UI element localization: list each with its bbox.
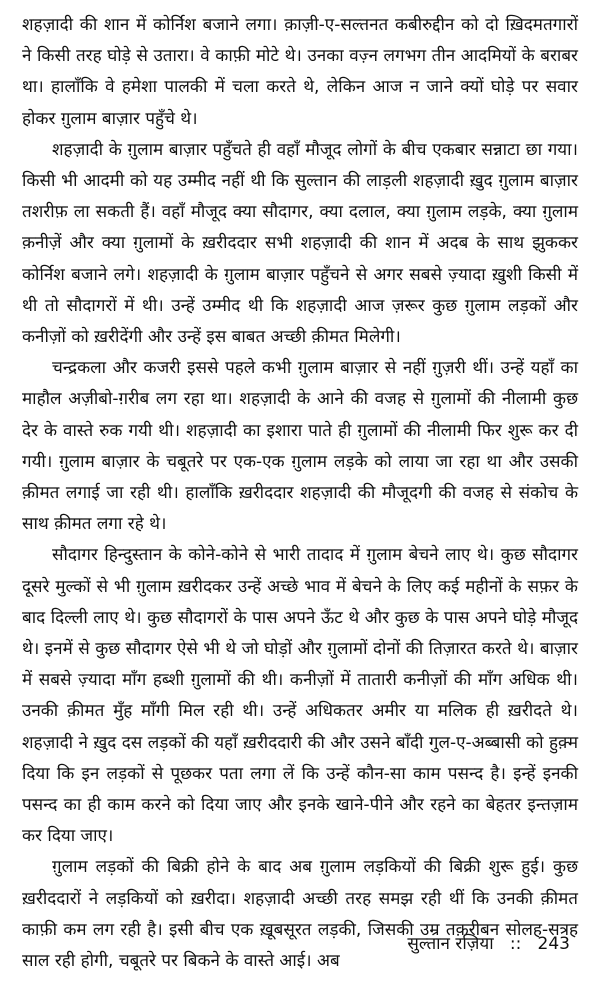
paragraph-3: चन्द्रकला और कजरी इससे पहले कभी ग़ुलाम बाज़ार से नहीं ग़ुज़री थीं। उन्हें यहाँ का माहौल अज़ीबो-ग़रीब लग रहा था। शहज़ादी के आने की वजह से ग़ुलामों की नीलामी कुछ देर के वास्ते रुक गयी थी। शहज़ादी का इशारा पाते ही ग़ुलामों की नीलामी फिर शुरू कर दी गयी। ग़ुलाम बाज़ार के चबूतरे पर एक-एक ग़ुलाम लड़के को लाया जा रहा था और उसकी क़ीमत लगाई जा रही थी। हालाँकि ख़रीददार शहज़ादी की मौजूदगी की वजह से संकोच के साथ क़ीमत लगा रहे थे।: [22, 358, 578, 535]
page-body: [22, 10, 578, 977]
footer-separator: ::: [509, 934, 522, 954]
book-title: सुल्तान रज़िया: [407, 934, 494, 954]
paragraph-1: शहज़ादी की शान में कोर्निश बजाने लगा। क़ाज़ी-ए-सल्तनत कबीरुद्दीन को दो ख़िदमतगारों ने किसी तरह घोड़े से उतारा। वे काफ़ी मोटे थे। उनका वज़्न लगभग तीन आदमियों के बराबर था। हालाँकि वे हमेशा पालकी में चला करते थे, लेकिन आज न जाने क्यों घोड़े पर सवार होकर ग़ुलाम बाज़ार पहुँचे थे।: [22, 15, 578, 129]
paragraph-5: ग़ुलाम लड़कों की बिक्री होने के बाद अब ग़ुलाम लड़कियों की बिक्री शुरू हुई। कुछ ख़रीददारों ने लड़कियों को ख़रीदा। शहज़ादी अच्छी तरह समझ रही थीं कि उनकी क़ीमत काफ़ी कम लग रही है। इसी बीच एक ख़ूबसूरत लड़की, जिसकी उम्र तक़रीबन सोलह-सत्रह साल रही होगी, चबूतरे पर बिकने के वास्ते आई। अब: [22, 857, 578, 972]
page-footer: [407, 932, 570, 956]
paragraph-4: सौदागर हिन्दुस्तान के कोने-कोने से भारी तादाद में ग़ुलाम बेचने लाए थे। कुछ सौदागर दूसरे मुल्कों से भी ग़ुलाम ख़रीदकर उन्हें अच्छे भाव में बेचने के लिए कई महीनों के सफ़र के बाद दिल्ली लाए थे। कुछ सौदागरों के पास अपने ऊँट थे और कुछ के पास अपने घोड़े मौजूद थे। इनमें से कुछ सौदागर ऐसे भी थे जो घोड़ों और ग़ुलामों दोनों की तिज़ारत करते थे। बाज़ार में सबसे ज़्यादा माँग हब्शी ग़ुलामों की थी। कनीज़ों में तातारी कनीज़ों की माँग अधिक थी। उनकी क़ीमत मुँह माँगी मिल रही थी। उन्हें अधिकतर अमीर या मलिक ही ख़रीदते थे। शहज़ादी ने ख़ुद दस लड़कों की यहाँ ख़रीददारी की और उसने बाँदी गुल-ए-अब्बासी को हुक़्म दिया कि इन लड़कों से पूछकर पता लगा लें कि उन्हें कौन-सा काम पसन्द है। इन्हें इनकी पसन्द का ही काम करने को दिया जाए और इनके खाने-पीने और रहने का बेहतर इन्तज़ाम कर दिया जाए।: [22, 545, 578, 847]
paragraph-2: शहज़ादी के ग़ुलाम बाज़ार पहुँचते ही वहाँ मौजूद लोगों के बीच एकबार सन्नाटा छा गया। किसी भी आदमी को यह उम्मीद नहीं थी कि सुल्तान की लाड़ली शहज़ादी ख़ुद ग़ुलाम बाज़ार तशरीफ़ ला सकती हैं। वहाँ मौजूद क्या सौदागर, क्या दलाल, क्या ग़ुलाम लड़के, क्या ग़ुलाम क़नीज़ें और क्या ग़ुलामों के ख़रीददार सभी शहज़ादी की शान में अदब के साथ झुककर कोर्निश बजाने लगे। शहज़ादी के ग़ुलाम बाज़ार पहुँचने से अगर सबसे ज़्यादा ख़ुशी किसी में थी तो सौदागरों में थी। उन्हें उम्मीद थी कि शहज़ादी आज ज़रूर कुछ ग़ुलाम लड़कों और कनीज़ों को ख़रीदेंगी और उन्हें इस बाबत अच्छी क़ीमत मिलेगी।: [22, 139, 578, 348]
page-number: 243: [537, 934, 570, 954]
